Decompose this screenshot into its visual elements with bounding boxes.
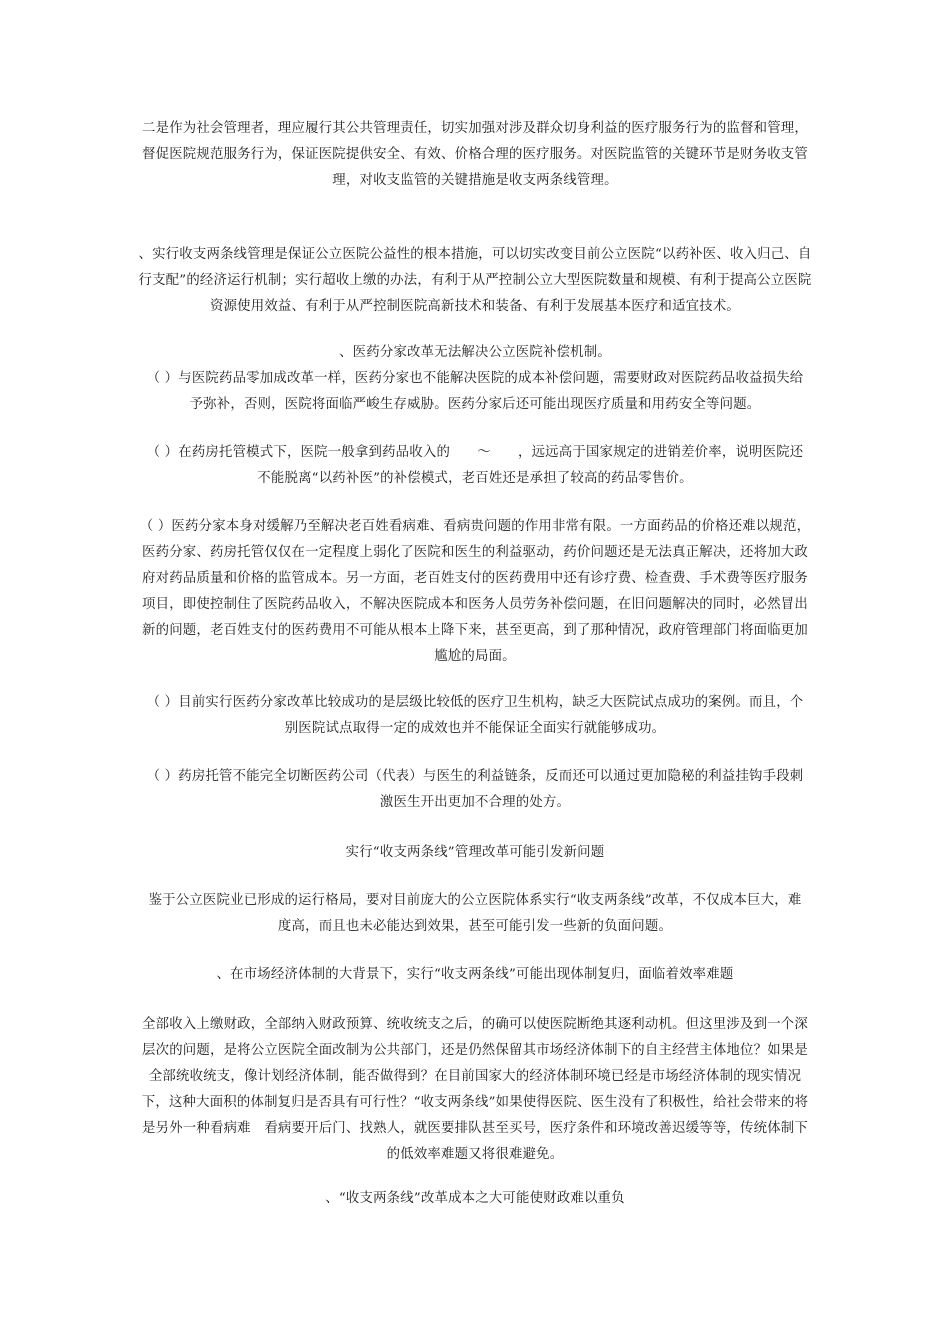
paragraph-two-lines-fundamental: 、实行收支两条线管理是保证公立医院公益性的根本措施，可以切实改变目前公立医院“以药补医、收入归己、自行支配”的经济运行机制；实行超收上缴的办法，有利于从严控制公立大型医院数量和规模、有利于提高公立医院资源使用效益、有利于从严控制医院高新技术和装备、有利于发展基本医疗和适宜技术。 <box>138 247 812 314</box>
paragraph-point-3: （ ）医药分家本身对缓解乃至解决老百姓看病难、看病贵问题的作用非常有限。一方面药品的价格还难以规范，医药分家、药房托管仅仅在一定程度上弱化了医院和医生的利益驱动，药价问题还是无法真正解决，还将加大政府对药品质量和价格的监管成本。另一方面，老百姓支付的医药费用中还有诊疗费、检查费、手术费等医疗服务项目，即使控制住了医院药品收入，不解决医院成本和医务人员劳务补偿问题，在旧问题解决的同时，必然冒出新的问题，老百姓支付的医药费用不可能从根本上降下来，甚至更高，到了那种情况，政府管理部门将面临更加尴尬的局面。 <box>139 519 811 664</box>
paragraph-centralized-revenue: 全部收入上缴财政，全部纳入财政预算、统收统支之后，的确可以使医院断绝其逐利动机。但这里涉及到一个深层次的问题，是将公立医院全面改制为公共部门，还是仍然保留其市场经济体制下的自主经营主体地位？如果是全部统收统支，像计划经济体制，能否做得到？在目前国家大的经济体制环境已经是市场经济体制的现实情况下，这种大面积的体制复归是否具有可行性？“收支两条线”如果使得医院、医生没有了积极性，给社会带来的将是另外一种看病难 看病要开后门、找熟人，就医要排队甚至买号，医疗条件和环境改善迟缓等等，传统体制下的低效率难题又将很难避免。 <box>141 1017 809 1162</box>
paragraph-point-4: （ ）目前实行医药分家改革比较成功的是层级比较低的医疗卫生机构，缺乏大医院试点成功的案例。而且，个别医院试点取得一定的成效也并不能保证全面实行就能够成功。 <box>146 695 804 736</box>
paragraph-point-2: （ ）在药房托管模式下，医院一般拿到药品收入的 ～ ，远远高于国家规定的进销差价率，说明医院还不能脱离“以药补医”的补偿模式，老百姓还是承担了较高的药品零售价。 <box>146 445 804 486</box>
paragraph-supervision: 二是作为社会管理者，理应履行其公共管理责任，切实加强对涉及群众切身利益的医疗服务行为的监督和管理，督促医院规范服务行为，保证医院提供安全、有效、价格合理的医疗服务。对医院监管的关键环节是财务收支管理，对收支监管的关键措施是收支两条线管理。 <box>142 121 808 188</box>
paragraph-intro-reform: 鉴于公立医院业已形成的运行格局，要对目前庞大的公立医院体系实行“收支两条线”改革，不仅成本巨大，难度高，而且也未必能达到效果，甚至可能引发一些新的负面问题。 <box>148 893 802 934</box>
section-heading-efficiency: 、在市场经济体制的大背景下，实行“收支两条线”可能出现体制复归，面临着效率难题 <box>216 967 734 982</box>
section-heading-financial-burden: 、“收支两条线”改革成本之大可能使财政难以重负 <box>325 1191 625 1206</box>
section-heading-new-problems: 实行“收支两条线”管理改革可能引发新问题 <box>345 845 605 860</box>
section-heading-separation: 、医药分家改革无法解决公立医院补偿机制。 <box>339 345 611 360</box>
paragraph-point-5: （ ）药房托管不能完全切断医药公司（代表）与医生的利益链条，反而还可以通过更加隐秘的利益挂钩手段刺激医生开出更加不合理的处方。 <box>146 769 804 810</box>
paragraph-point-1: （ ）与医院药品零加成改革一样，医药分家也不能解决医院的成本补偿问题，需要财政对医院药品收益损失给予弥补，否则，医院将面临严峻生存威胁。医药分家后还可能出现医疗质量和用药安全等问题。 <box>146 371 804 412</box>
